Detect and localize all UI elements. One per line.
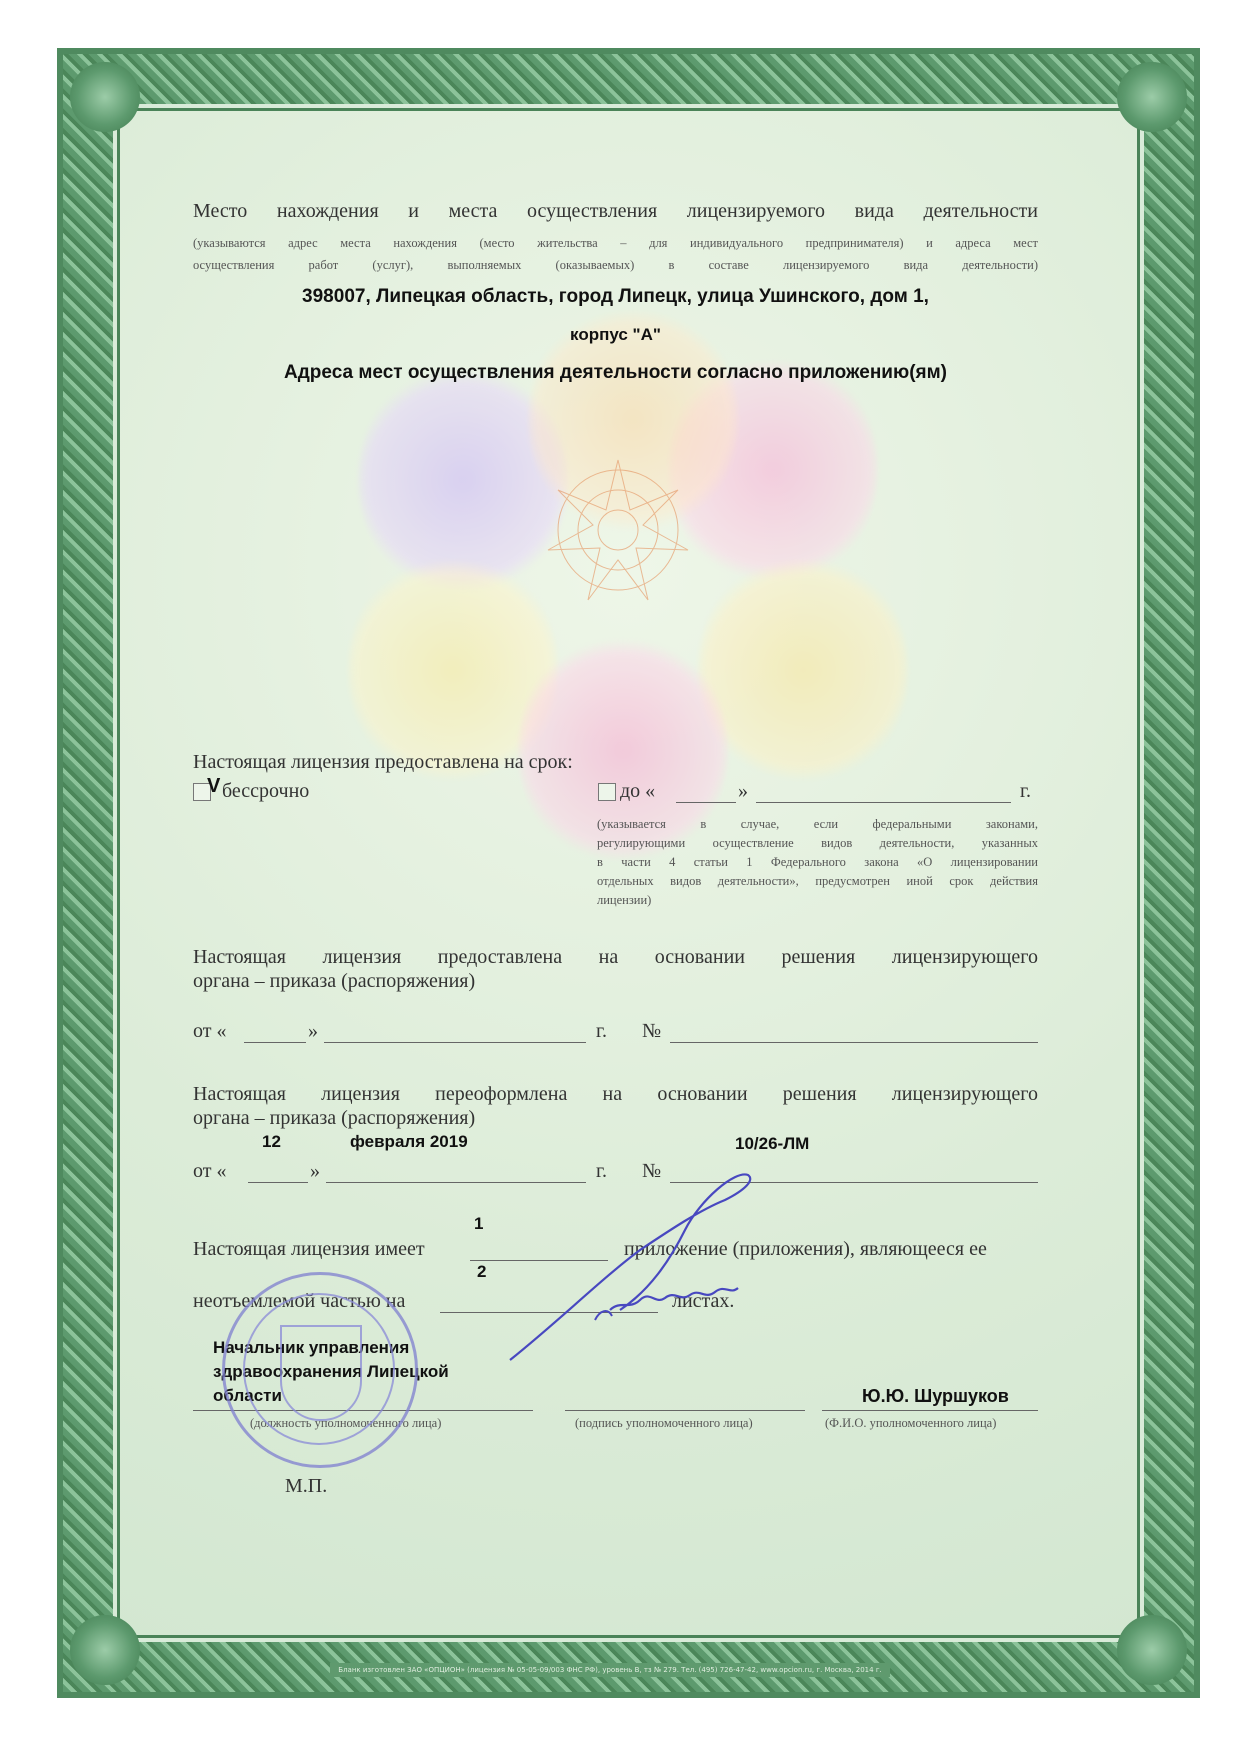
from-label: от «: [193, 1020, 227, 1042]
reissued-basis: органа – приказа (распоряжения): [193, 1107, 476, 1129]
until-label: до «: [620, 780, 656, 802]
appendix-text: неотъемлемой частью на: [193, 1290, 406, 1312]
until-date-line: [756, 802, 1011, 803]
term-heading: Настоящая лицензия предоставлена на срок:: [193, 751, 573, 773]
term-note: в части 4 статьи 1 Федерального закона «О лицензировании: [597, 855, 1038, 869]
address-line: корпус "А": [570, 325, 661, 344]
quote-close: »: [738, 780, 748, 802]
appendix-sheets: 2: [477, 1262, 487, 1281]
corner-ornament: [1117, 1615, 1187, 1685]
granted-number-line: [670, 1042, 1038, 1043]
seal-label: М.П.: [285, 1475, 328, 1497]
until-checkbox[interactable]: [598, 783, 616, 801]
official-seal-stamp: [222, 1272, 418, 1468]
year-suffix: г.: [1020, 780, 1031, 802]
appendix-count: 1: [474, 1214, 484, 1233]
granted-basis: органа – приказа (распоряжения): [193, 970, 476, 992]
coat-of-arms-icon: [280, 1325, 362, 1421]
signatory-position: здравоохранения Липецкой: [213, 1362, 449, 1381]
term-note: лицензии): [597, 893, 652, 907]
addresses-reference: Адреса мест осуществления деятельности согласно приложению(ям): [284, 362, 947, 383]
quote-close: »: [310, 1160, 320, 1182]
indefinite-label: бессрочно: [222, 780, 310, 802]
position-caption: (должность уполномоченного лица): [250, 1416, 442, 1430]
reissue-month-year: февраля 2019: [350, 1132, 468, 1151]
corner-ornament: [70, 62, 140, 132]
printer-info-strip: [330, 1663, 890, 1677]
appendix-text: приложение (приложения), являющееся ее: [624, 1238, 987, 1260]
location-heading: Место нахождения и места осуществления лицензируемого вида деятельности: [193, 200, 1038, 222]
corner-ornament: [1117, 62, 1187, 132]
number-label: №: [642, 1160, 662, 1182]
granted-date-line: [324, 1042, 586, 1043]
granted-basis: Настоящая лицензия предоставлена на основании решения лицензирующего: [193, 946, 1038, 968]
location-note: (указываются адрес места нахождения (место жительства – для индивидуального предпринимателя) и адреса мест: [193, 236, 1038, 250]
address-line: 398007, Липецкая область, город Липецк, улица Ушинского, дом 1,: [302, 286, 929, 307]
signatory-position: области: [213, 1386, 282, 1405]
year-suffix: г.: [596, 1160, 607, 1182]
reissue-day-line: [248, 1182, 308, 1183]
from-label: от «: [193, 1160, 227, 1182]
reissue-day: 12: [262, 1132, 281, 1151]
signature-caption: (подпись уполномоченного лица): [575, 1416, 753, 1430]
signatory-position: Начальник управления: [213, 1338, 410, 1357]
quote-close: »: [308, 1020, 318, 1042]
number-label: №: [642, 1020, 662, 1042]
name-caption: (Ф.И.О. уполномоченного лица): [825, 1416, 997, 1430]
checkbox-mark: V: [207, 775, 221, 797]
term-note: отдельных видов деятельности», предусмотрен иной срок действия: [597, 874, 1038, 888]
term-note: регулирующими осуществление видов деятельности, указанных: [597, 836, 1038, 850]
granted-day-line: [244, 1042, 306, 1043]
reissue-order-number: 10/26-ЛМ: [735, 1134, 810, 1153]
name-line: [822, 1410, 1038, 1411]
year-suffix: г.: [596, 1020, 607, 1042]
printer-info: Бланк изготовлен ЗАО «ОПЦИОН» (лицензия № 05-05-09/003 ФНС РФ), уровень В, тз № 279. Тел. (495) 726-47-42, www.opcion.ru, г. Москва, 2014 г.: [338, 1666, 882, 1674]
appendix-text: листах.: [672, 1290, 735, 1312]
location-note: осуществления работ (услуг), выполняемых (оказываемых) в составе лицензируемого вида деятельности): [193, 258, 1038, 272]
signatory-name: Ю.Ю. Шуршуков: [862, 1386, 1009, 1406]
corner-ornament: [70, 1615, 140, 1685]
handwritten-signature-icon: [500, 1160, 760, 1370]
signature-line: [565, 1410, 805, 1411]
reissued-basis: Настоящая лицензия переоформлена на основании решения лицензирующего: [193, 1083, 1038, 1105]
appendix-text: Настоящая лицензия имеет: [193, 1238, 425, 1260]
until-day-line: [676, 802, 736, 803]
term-note: (указывается в случае, если федеральными законами,: [597, 817, 1038, 831]
